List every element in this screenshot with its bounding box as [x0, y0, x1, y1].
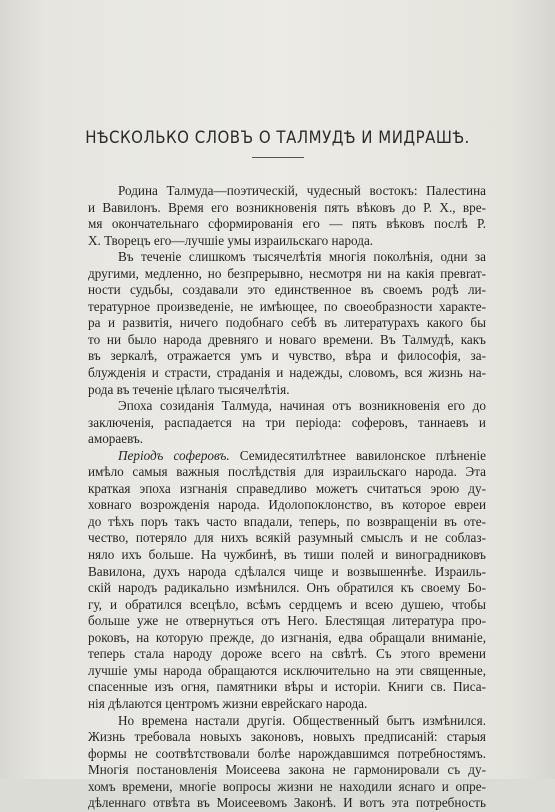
- text-run: спасенные изъ огня, памятники вѣры и исторiи. Книги св. Писа-: [88, 679, 486, 695]
- text-line: [88, 696, 486, 713]
- text-line: [88, 713, 486, 730]
- text-run: Семидесятилѣтнее вавилонское плѣненiе: [229, 447, 486, 463]
- text-line: [88, 348, 486, 365]
- text-line: [88, 530, 486, 547]
- text-run: няло ихъ больше. На чужбинѣ, въ тиши полей и виноградниковъ: [88, 547, 486, 563]
- text-run: блужденiя и страсти, страданiя и надежды, словомъ, вся жизнь на-: [88, 365, 486, 381]
- text-run: до тѣхъ поръ такъ часто впадали, теперь, по возвращенiи въ оте-: [88, 513, 486, 529]
- text-line: [88, 200, 486, 217]
- text-line: [88, 299, 486, 316]
- text-run: то ни было народа древняго и новаго времени. Въ Талмудѣ, какъ: [88, 331, 486, 347]
- text-run: ра и развитiя, ничего подобнаго себѣ въ литературахъ какого бы: [88, 315, 486, 331]
- text-run: имѣло самыя важныя послѣдствiя для израильскаго народа. Эта: [88, 464, 486, 480]
- text-run: Вавилона, духъ народа сдѣлался чище и возвышеннѣе. Израиль-: [88, 563, 486, 579]
- text-line: [88, 746, 486, 763]
- text-line: [88, 431, 486, 448]
- text-line: [88, 646, 486, 663]
- text-run: ности судьбы, создавали это единственное въ своемъ родѣ ли-: [88, 282, 486, 298]
- text-run: амораевъ.: [88, 431, 144, 447]
- text-line: [88, 266, 486, 283]
- text-run: Х. Творецъ его—лучшiе умы израильскаго народа.: [88, 232, 374, 248]
- text-line: [88, 564, 486, 581]
- text-line: [88, 315, 486, 332]
- text-run: чество, потеряло для нихъ всякiй разумный смыслъ и не соблаз-: [88, 530, 486, 546]
- text-run: Жизнь требовала новыхъ законовъ, новыхъ предписанiй: старыя: [88, 729, 486, 745]
- text-line: [88, 332, 486, 349]
- body-text: [88, 183, 486, 812]
- text-line: [88, 415, 486, 432]
- text-line: [88, 233, 486, 250]
- text-line: [88, 580, 486, 597]
- text-run: ховнаго возрожденiя народа. Идолопоклонство, въ которое евреи: [88, 497, 486, 513]
- text-run: Многiя постановленiя Моисеева закона не гармонировали съ ду-: [88, 762, 486, 778]
- text-run: тературное произведенiе, не имѣющее, по своеобразности характе-: [88, 298, 486, 314]
- text-run: нiя дѣлаются центромъ жизни еврейскаго народа.: [88, 695, 368, 711]
- text-run: роковъ, на которую прежде, до изгнанiя, едва обращали вниманiе,: [88, 629, 486, 645]
- text-line: [88, 365, 486, 382]
- text-line: [88, 630, 486, 647]
- text-line: [88, 597, 486, 614]
- text-line: [88, 679, 486, 696]
- title-rule: [252, 157, 304, 158]
- text-run: въ зеркалѣ, отражается умъ и чувство, вѣра и философiя, за-: [88, 348, 486, 364]
- text-line: [88, 663, 486, 680]
- italic-run: Перiодъ соферовъ.: [118, 447, 230, 463]
- text-line: [88, 382, 486, 399]
- text-run: рода въ теченiе цѣлаго тысячелѣтiя.: [88, 381, 290, 397]
- text-line: [88, 398, 486, 415]
- text-line: [88, 249, 486, 266]
- text-run: другими, медленно, но безпрерывно, несмотря ни на какiя превrат-: [88, 265, 486, 281]
- text-run: заключенiя, распадается на три перiода: соферовъ, таннаевъ и: [88, 414, 486, 430]
- text-run: теперь стала народу дороже всего на свѣтѣ. Съ этого времени: [88, 646, 486, 662]
- text-run: Родина Талмуда—поэтическiй, чудесный востокъ: Палестина: [118, 183, 486, 198]
- text-line: [88, 497, 486, 514]
- text-line: [88, 464, 486, 481]
- text-run: Эпоха созиданiя Талмуда, начиная отъ возникновенiя его до: [118, 398, 486, 414]
- text-run: формы не соотвѣтствовали болѣе нарождавшимся потребностямъ.: [88, 745, 486, 761]
- text-line: [88, 613, 486, 630]
- text-run: краткая эпоха изгнанiя справедливо можетъ считаться эрою ду-: [88, 480, 486, 496]
- text-run: хомъ времени, многiе вопросы жизни не находили яснаго и опре-: [88, 778, 486, 794]
- text-line: [88, 729, 486, 746]
- text-line: [88, 514, 486, 531]
- text-line: [88, 183, 486, 200]
- page-title: НѢСКОЛЬКО СЛОВЪ О ТАЛМУДѢ И МИДРАШѢ.: [85, 126, 470, 148]
- text-line: [88, 779, 486, 796]
- text-run: мя окончательнаго сформированiя его — пять вѣковъ послѣ Р.: [88, 216, 486, 232]
- text-line: [88, 795, 486, 812]
- text-run: дѣленнаго отвѣта въ Моисеевомъ Законѣ. И вотъ эта потребность: [88, 795, 486, 811]
- text-run: Въ теченiе слишкомъ тысячелѣтiя многiя поколѣнiя, одни за: [118, 249, 486, 265]
- text-run: лучшiе умы народа обращаются исключительно на эти священные,: [88, 662, 486, 678]
- text-run: больше уже не отвернуться отъ Него. Блестящая литература про-: [88, 613, 486, 629]
- text-line: [88, 481, 486, 498]
- text-line: [88, 762, 486, 779]
- text-run: скiй народъ радикально измѣнился. Онъ обратился къ своему Бо-: [88, 580, 486, 596]
- text-run: и Вавилонъ. Время его возникновенiя пять вѣковъ до Р. Х., вре-: [88, 199, 486, 215]
- text-line: [88, 547, 486, 564]
- text-run: Но времена настали другiя. Общественный бытъ измѣнился.: [118, 712, 486, 728]
- text-line: [88, 216, 486, 233]
- text-run: гу, и обратился всецѣло, всѣмъ сердцемъ и всею душею, чтобы: [88, 596, 486, 612]
- text-line: [88, 448, 486, 465]
- text-line: [88, 282, 486, 299]
